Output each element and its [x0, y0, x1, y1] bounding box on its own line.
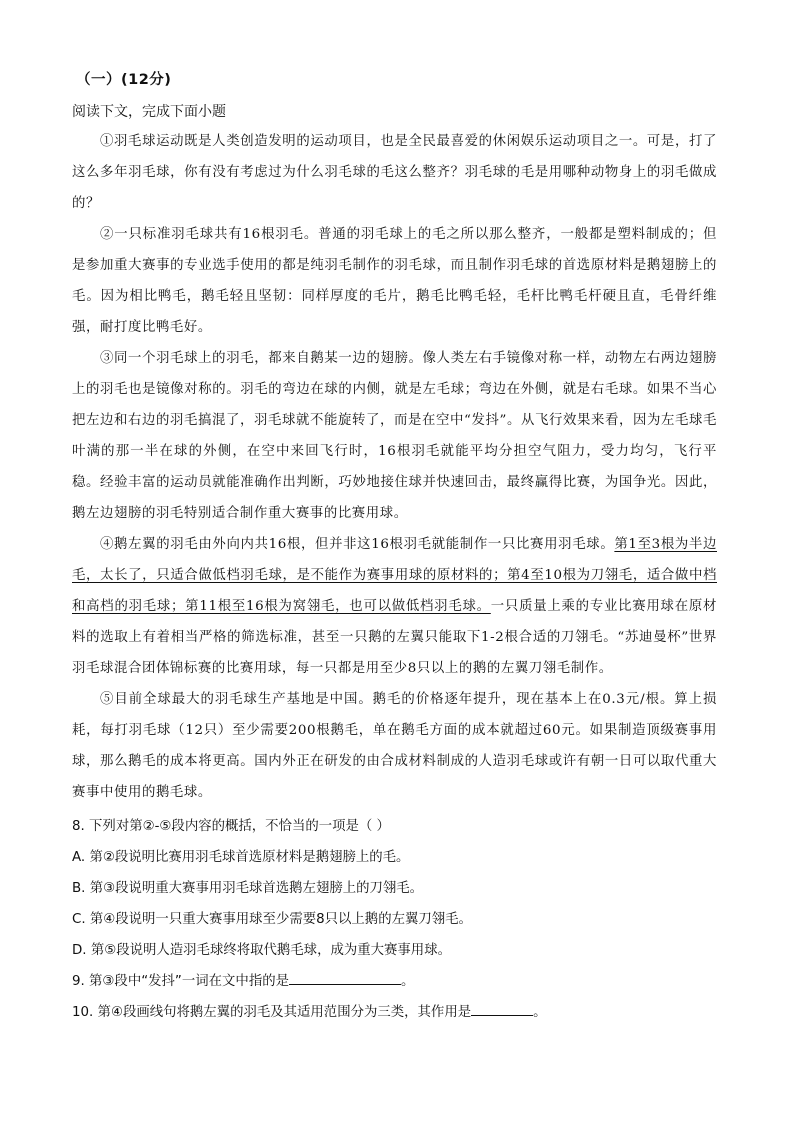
question-8-option-d: D. 第⑤段说明人造羽毛球终将取代鹅毛球，成为重大赛事用球。	[72, 943, 451, 958]
question-9-text: 9. 第③段中“发抖”一词在文中指的是	[72, 974, 289, 989]
paragraph-4-rest: 一只质量上乘的专业比赛用球在原材料的选取上有着相当严格的筛选标准，甚至一只鹅的左翼只能取下1-2根合适的刀翎毛。“苏迪曼杯”世界羽毛球混合团体锦标赛的比赛用球，每一只都是用至少8只以上的鹅的左翼刀翎毛制作。	[72, 599, 717, 676]
reading-passage	[72, 126, 717, 808]
answer-blank-10[interactable]	[471, 1001, 533, 1016]
reading-instruction: 阅读下文，完成下面小题	[72, 104, 226, 120]
question-9	[72, 966, 732, 997]
question-8-option-c: C. 第④段说明一只重大赛事用球至少需要8只以上鹅的左翼刀翎毛。	[72, 912, 472, 927]
paragraph-3: ③同一个羽毛球上的羽毛，都来自鹅某一边的翅膀。像人类左右手镜像对称一样，动物左右两边翅膀上的羽毛也是镜像对称的。羽毛的弯边在球的内侧，就是左毛球；弯边在外侧，就是右毛球。如果不当心把左边和右边的羽毛搞混了，羽毛球就不能旋转了，而是在空中“发抖”。从飞行效果来看，因为左毛球毛叶满的那一半在球的外侧，在空中来回飞行时，16根羽毛就能平均分担空气阻力，受力均匀，飞行平稳。经验丰富的运动员就能准确作出判断，巧妙地接住球并快速回击，最终赢得比赛，为国争光。因此，鹅左边翅膀的羽毛特别适合制作重大赛事的比赛用球。	[72, 351, 717, 521]
underlined-sentence: 第1至3根为半边毛，太长了，只适合做低档羽毛球，是不能作为赛事用球的原材料的；第4至10根为刀翎毛，适合做中档和高档的羽毛球；第11根至16根为窝翎毛，也可以做低档羽毛球。	[72, 537, 717, 614]
paragraph-4-intro: ④鹅左翼的羽毛由外向内共16根，但并非这16根羽毛就能制作一只比赛用羽毛球。	[100, 537, 615, 552]
section-title: （一）(12分)	[76, 72, 172, 88]
paragraph-1: ①羽毛球运动既是人类创造发明的运动项目，也是全民最喜爱的休闲娱乐运动项目之一。可是，打了这么多年羽毛球，你有没有考虑过为什么羽毛球的毛这么整齐？羽毛球的毛是用哪种动物身上的羽毛做成的？	[72, 134, 717, 211]
question-list	[72, 811, 732, 1028]
question-10-text: 10. 第④段画线句将鹅左翼的羽毛及其适用范围分为三类，其作用是	[72, 1005, 472, 1020]
question-8-option-b: B. 第③段说明重大赛事用羽毛球首选鹅左翅膀上的刀翎毛。	[72, 881, 424, 896]
question-10	[72, 997, 732, 1028]
question-10-end: 。	[533, 1005, 547, 1020]
question-9-end: 。	[401, 974, 415, 989]
paragraph-5: ⑤目前全球最大的羽毛球生产基地是中国。鹅毛的价格逐年提升，现在基本上在0.3元/根。算上损耗，每打羽毛球（12只）至少需要200根鹅毛，单在鹅毛方面的成本就超过60元。如果制造顶级赛事用球，那么鹅毛的成本将更高。国内外正在研发的由合成材料制成的人造羽毛球或许有朝一日可以取代重大赛事中使用的鹅毛球。	[72, 692, 717, 800]
question-8-stem: 8. 下列对第②-⑤段内容的概括，不恰当的一项是（ ）	[72, 819, 390, 834]
paragraph-2: ②一只标准羽毛球共有16根羽毛。普通的羽毛球上的毛之所以那么整齐，一般都是塑料制成的；但是参加重大赛事的专业选手使用的都是纯羽毛制作的羽毛球，而且制作羽毛球的首选原材料是鹅翅膀上的毛。因为相比鸭毛，鹅毛轻且坚韧：同样厚度的毛片，鹅毛比鸭毛轻，毛杆比鸭毛杆硬且直，毛骨纤维强，耐打度比鸭毛好。	[72, 227, 717, 335]
answer-blank-9[interactable]	[289, 970, 401, 985]
paragraph-4	[72, 529, 717, 684]
question-8-option-a: A. 第②段说明比赛用羽毛球首选原材料是鹅翅膀上的毛。	[72, 850, 410, 865]
